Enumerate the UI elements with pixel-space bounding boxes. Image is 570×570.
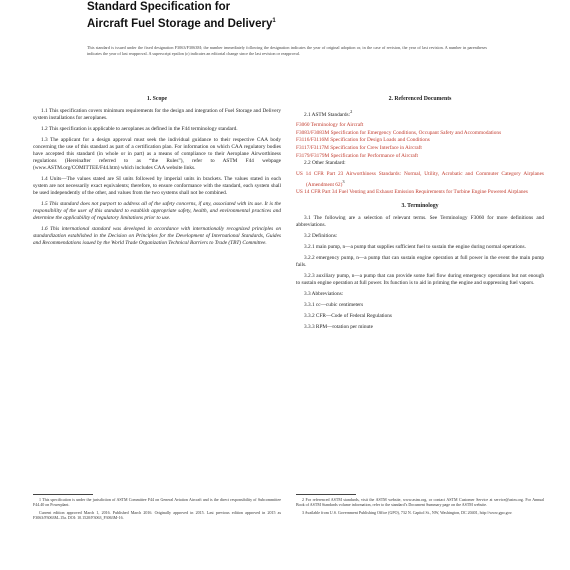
footnote-mark-3: 3: [342, 178, 345, 184]
reference-item[interactable]: [296, 145, 544, 152]
reference-code[interactable]: F3117/F3117M: [296, 145, 329, 152]
reference-item[interactable]: [296, 153, 544, 160]
section-heading-terminology: 3. Terminology: [401, 202, 439, 209]
other-standard-label: 2.2 Other Standard:: [304, 160, 346, 167]
reference-code[interactable]: US 14 CFR Part 34: [296, 189, 338, 196]
reference-title[interactable]: Terminology for Aircraft: [309, 122, 364, 129]
scope-1-1: 1.1 This specification covers minimum requirements for the design and integration of Fuel Storage and Delivery system installations for aeroplanes.: [33, 108, 281, 121]
scope-1-5: 1.5 This standard does not purport to address all of the safety concerns, if any, associated with its use. It is the responsibility of the user of this standard to establish appropriate safety, health, and environmental practices and determine the applicability of regulatory limitations prior to use.: [33, 201, 281, 221]
scope-1-4: 1.4 Units—The values stated are SI units followed by imperial units in brackets. The values stated in each system are not necessarily exact equivalents; therefore, to ensure conformance with the standard, each system shall be used independently of the other, and values from the two systems shall not be combined.: [33, 176, 281, 196]
title-text: Aircraft Fuel Storage and Delivery: [87, 17, 273, 30]
definition-emergency-pump: 3.2.2 emergency pump, n—a pump that can sustain engine operation at full power in the event the main pump fails.: [296, 254, 544, 268]
title-line-1: Standard Specification for: [87, 1, 231, 13]
abbreviation-cfr: 3.3.2 CFR—Code of Federal Regulations: [304, 312, 392, 319]
right-column: [296, 96, 544, 335]
reference-item[interactable]: [296, 189, 544, 196]
abbreviation-cc: 3.3.1 cc—cubic centimeters: [304, 301, 364, 308]
footnote-3: 3 Available from U.S. Government Publishing Office (GPO), 732 N. Capitol St., NW, Washington, DC 20401, http://www.gpo.gov.: [302, 509, 513, 515]
footnotes-right: [296, 497, 544, 517]
reference-code[interactable]: F3179/F3179M: [296, 152, 330, 159]
reference-title[interactable]: Specification for Performance of Aircraft: [329, 152, 418, 159]
footnote-edition: Current edition approved March 1, 2016. Published March 2016. Originally approved in 2015. Last previous edition approved in 2015 as F3063/F3063M–15a. DOI: 10.1520/F3063_F3063M-16.: [33, 509, 281, 521]
footnote-2: 2 For referenced ASTM standards, visit the ASTM website, www.astm.org, or contact ASTM Customer Service at service@astm.org. For Annual Book of ASTM Standards volume information, refer to the standard’s Document Summary page on the ASTM website.: [296, 497, 544, 508]
definition-auxiliary-pump: 3.2.3 auxiliary pump, n—a pump that can provide some fuel flow during emergency operations but not enough to sustain engine operation at full power. Its function is to aid in priming the engine and suppressing fuel vapors.: [296, 272, 544, 286]
definition-main-pump: 3.2.1 main pump, n—a pump that supplies sufficient fuel to sustain the engine during normal operations.: [304, 243, 526, 250]
section-heading-scope: 1. Scope: [146, 96, 168, 102]
reference-item[interactable]: [296, 130, 544, 137]
footnote-1: 1 This specification is under the jurisdiction of ASTM Committee F44 on General Aviation Aircraft and is the direct responsibility of Subcommittee F44.40 on Powerplant.: [33, 497, 281, 508]
reference-title[interactable]: Specification for Emergency Conditions, Occupant Safety and Accommodations: [329, 129, 502, 136]
footnotes-left: [33, 497, 281, 523]
reference-code[interactable]: F3116/F3116M: [296, 137, 329, 144]
reference-title[interactable]: Fuel Venting and Exhaust Emission Requirements for Turbine Engine Powered Airplanes: [337, 189, 528, 196]
reference-code[interactable]: F3060: [296, 122, 310, 129]
document-title: [87, 0, 276, 31]
left-column: [33, 96, 281, 251]
reference-item[interactable]: [296, 122, 544, 129]
footnote-rule-right: [296, 494, 356, 495]
terminology-3-1: 3.1 The following are a selection of relevant terms. See Terminology F3060 for more definitions and abbreviations.: [296, 214, 544, 228]
astm-standards-text: 2.1 ASTM Standards:: [304, 111, 351, 118]
footnote-mark-2: 2: [350, 109, 353, 114]
reference-item[interactable]: [296, 137, 544, 144]
reference-title[interactable]: Specification for Design Loads and Conditions: [328, 137, 430, 144]
issuance-note: This standard is issued under the fixed designation F3063/F3063M; the number immediately following the designation indicates the year of original adoption or, in the case of revision, the year of last revision. A number in parentheses indicates the year of last reapproval. A superscript epsilon (ε) indicates an editorial change since the last revision or reapproval.: [87, 45, 487, 56]
abbreviation-rpm: 3.3.3 RPM—rotation per minute: [304, 323, 374, 330]
scope-1-6: 1.6 This international standard was developed in accordance with internationally recognized principles on standardization established in the Decision on Principles for the Development of International Standards, Guides and Recommendations issued by the World Trade Organization Technical Barriers to Trade (TBT) Committee.: [33, 226, 281, 246]
reference-code[interactable]: US 14 CFR Part 23: [296, 170, 344, 177]
title-footnote-mark: 1: [272, 18, 276, 24]
scope-1-2: 1.2 This specification is applicable to aeroplanes as defined in the F44 terminology standard.: [41, 126, 238, 132]
terminology-3-2: 3.2 Definitions:: [304, 232, 338, 239]
astm-standards-label: [296, 108, 544, 119]
section-heading-references: 2. Referenced Documents: [388, 96, 452, 102]
footnote-rule-left: [33, 494, 93, 495]
terminology-3-3: 3.3 Abbreviations:: [304, 290, 344, 297]
reference-code[interactable]: F3083/F3083M: [296, 129, 330, 136]
title-line-2: [87, 14, 276, 31]
reference-item[interactable]: [296, 171, 544, 189]
scope-1-3: 1.3 The applicant for a design approval must seek the individual guidance to their respective CAA body concerning the use of this standard as part of a certification plan. For information on which CAA regulatory bodies have accepted this standard (in whole or in part) as a means of compliance to their Aeroplane Airworthiness regulations (Hereinafter referred to as “the Rules”), refer to ASTM F44 webpage (www.ASTM.org/COMITTEE/F44.htm) which includes CAA website links.: [33, 137, 281, 171]
reference-title[interactable]: Specification for Crew Interface in Aircraft: [328, 145, 422, 152]
reference-title[interactable]: Airworthiness Standards: Normal, Utility, Acrobatic and Commuter Category Airplanes (Amendment 62): [306, 170, 544, 188]
